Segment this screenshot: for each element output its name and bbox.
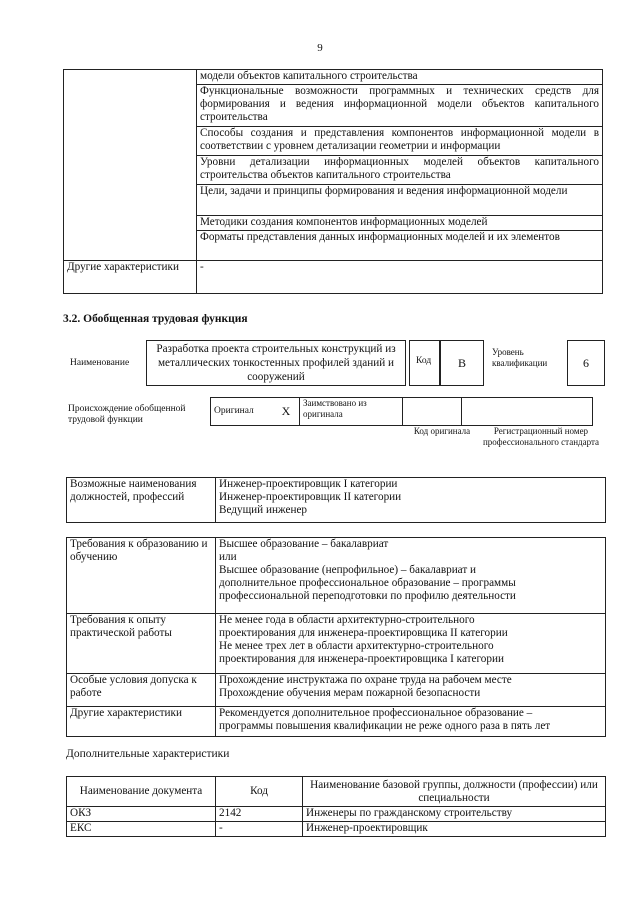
page-number: 9 [317, 42, 323, 54]
other-label: Другие характеристики [67, 707, 216, 737]
original-mark: X [273, 398, 300, 426]
additional-table [66, 776, 606, 837]
header-code: Код [216, 777, 303, 807]
other-characteristics-value: - [197, 261, 603, 294]
doc-cell: ОКЗ [67, 807, 216, 822]
reg-number-cell [462, 398, 593, 426]
knowledge-row: Функциональные возможности программных и технических средств для формирования и ведения информационной модели объектов капитального строительства [197, 85, 603, 127]
reg-number-caption: Регистрационный номер профессионального стандарта [482, 426, 600, 447]
borrowed-label: Заимствовано из оригинала [300, 398, 403, 426]
knowledge-row: Методики создания компонентов информационных моделей [197, 216, 603, 231]
name-label: Наименование [70, 358, 130, 368]
knowledge-row: Способы создания и представления компонентов информационной модели в соответствии с уровнем детализации геометрии и информации [197, 127, 603, 156]
req-line: Высшее образование – бакалавриат [219, 538, 389, 550]
special-conditions-value [216, 674, 606, 707]
requirements-table [66, 537, 606, 737]
code-cell: - [216, 822, 303, 837]
positions-values [216, 478, 606, 523]
req-line: Не менее трех лет в области архитектурно-строительного [219, 640, 494, 652]
req-line: профессиональной переподготовки по профилю деятельности [219, 590, 516, 602]
req-line: проектирования для инженера-проектировщика II категории [219, 627, 508, 639]
req-line: Высшее образование (непрофильное) – бакалавриат и [219, 564, 477, 576]
origin-label: Происхождение обобщенной трудовой функции [68, 404, 186, 425]
knowledge-row: модели объектов капитального строительства [197, 70, 603, 85]
req-line: проектирования для инженера-проектировщика I категории [219, 653, 504, 665]
origin-table [210, 397, 593, 426]
level-label: Уровень квалификации [492, 347, 548, 368]
experience-label: Требования к опыту практической работы [67, 614, 216, 674]
group-cell: Инженеры по гражданскому строительству [303, 807, 606, 822]
positions-table [66, 477, 606, 523]
code-original-caption: Код оригинала [413, 426, 471, 436]
special-conditions-label: Особые условия допуска к работе [67, 674, 216, 707]
level-value: 6 [567, 340, 605, 386]
req-line: программы повышения квалификации не реже одного раза в пять лет [219, 720, 551, 732]
position-item: Ведущий инженер [219, 504, 308, 516]
doc-cell: ЕКС [67, 822, 216, 837]
code-original-cell [403, 398, 462, 426]
knowledge-row: Форматы представления данных информационных моделей и их элементов [197, 231, 603, 261]
req-line: Не менее года в области архитектурно-строительного [219, 614, 475, 626]
knowledge-row: Цели, задачи и принципы формирования и ведения информационной модели [197, 185, 603, 216]
knowledge-row: Уровни детализации информационных моделей объектов капитального строительства объектов капитального строительства [197, 156, 603, 185]
education-value [216, 538, 606, 614]
req-line: Прохождение инструктажа по охране труда на рабочем месте [219, 674, 512, 686]
additional-title: Дополнительные характеристики [66, 748, 230, 760]
group-cell: Инженер-проектировщик [303, 822, 606, 837]
code-cell: 2142 [216, 807, 303, 822]
header-group: Наименование базовой группы, должности (профессии) или специальности [303, 777, 606, 807]
code-value: B [440, 340, 484, 386]
positions-label: Возможные наименования должностей, профессий [67, 478, 216, 523]
knowledge-table [63, 69, 603, 294]
req-line: дополнительное профессиональное образование – программы [219, 577, 516, 589]
header-document: Наименование документа [67, 777, 216, 807]
section-title: 3.2. Обобщенная трудовая функция [63, 313, 248, 325]
req-line: Рекомендуется дополнительное профессиональное образование – [219, 707, 533, 719]
knowledge-label-cell [64, 70, 197, 261]
other-value [216, 707, 606, 737]
req-line: или [219, 551, 237, 563]
req-line: Прохождение обучения мерам пожарной безопасности [219, 687, 481, 699]
code-label: Код [409, 340, 440, 386]
function-name: Разработка проекта строительных конструкций из металлических тонкостенных профилей зданий и сооружений [146, 340, 406, 386]
other-characteristics-label: Другие характеристики [64, 261, 197, 294]
position-item: Инженер-проектировщик I категории [219, 478, 398, 490]
original-label: Оригинал [211, 398, 274, 426]
education-label: Требования к образованию и обучению [67, 538, 216, 614]
position-item: Инженер-проектировщик II категории [219, 491, 402, 503]
experience-value [216, 614, 606, 674]
